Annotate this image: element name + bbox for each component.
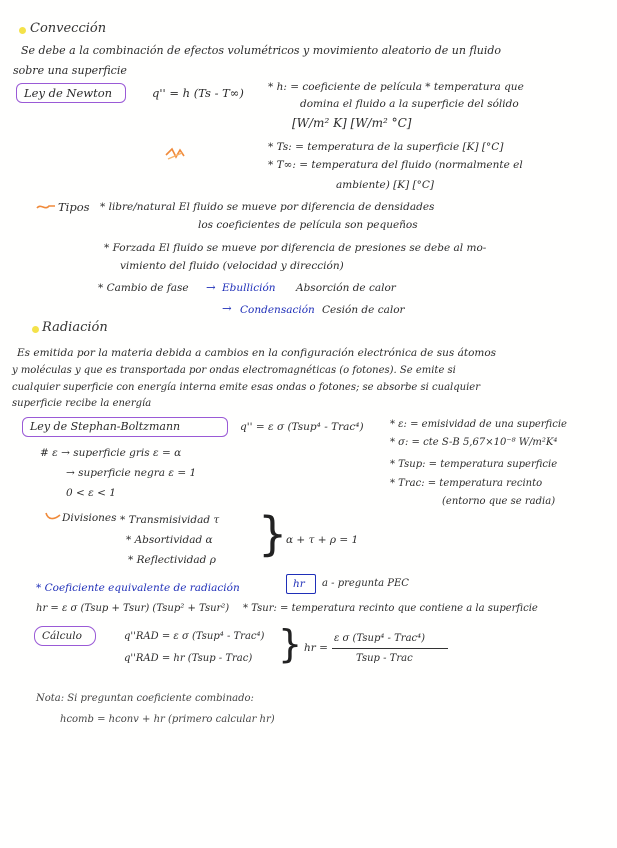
phase-condensation-description: Cesión de calor	[322, 304, 405, 316]
type-natural-line-1: * libre/natural El fluido se mueve por diferencia de densidades	[100, 201, 435, 213]
sigma-definition: * σ: = cte S-B 5,67×10⁻⁸ W/m²K⁴	[390, 437, 558, 448]
calculation-line-1: q''RAD = ε σ (Tsup⁴ - Trac⁴)	[124, 631, 265, 642]
stefan-boltzmann-formula: q'' = ε σ (Tsup⁴ - Trac⁴)	[240, 421, 364, 433]
type-forced-line-1: * Forzada El fluido se mueve por diferencia de presiones se debe al mo-	[104, 242, 487, 254]
type-natural-line-2: los coeficientes de película son pequeños	[198, 219, 418, 231]
trac-definition-line-1: * Trac: = temperatura recinto	[390, 478, 543, 489]
divisions-sum: α + τ + ρ = 1	[286, 534, 359, 546]
radiation-definition-line-1: Es emitida por la materia debida a cambios en la configuración electrónica de sus átomos	[17, 347, 497, 359]
emissivity-black-surface: → superficie negra ε = 1	[66, 467, 197, 479]
newton-law-label: Ley de Newton	[24, 86, 113, 100]
hr-exam-note: a - pregunta PEC	[322, 578, 409, 589]
newton-formula: q'' = h (Ts - T∞)	[152, 86, 244, 100]
convection-heading: Convección	[30, 21, 107, 36]
convection-definition-line-2: sobre una superficie	[13, 64, 127, 77]
combined-note-line-1: Nota: Si preguntan coeficiente combinado:	[36, 693, 254, 704]
hr-equation-left: hr =	[304, 642, 328, 654]
tsup-definition: * Tsup: = temperatura superficie	[390, 459, 558, 470]
radiation-definition-line-3: cualquier superficie con energía interna emite esas ondas o fotones; se absorbe si cualquier	[12, 382, 480, 393]
fraction-bar	[332, 648, 448, 649]
right-brace-icon: }	[278, 622, 303, 666]
radiation-coefficient-label: * Coeficiente equivalente de radiación	[36, 582, 240, 594]
absorptivity-item: * Absortividad α	[126, 534, 213, 546]
type-phase-change: * Cambio de fase	[98, 282, 189, 294]
combined-note-line-2: hcomb = hconv + hr (primero calcular hr)	[60, 714, 275, 725]
hr-equation-denominator: Tsup - Trac	[356, 653, 413, 664]
arrow-right-icon: →	[206, 280, 216, 294]
transmissivity-item: * Transmisividad τ	[120, 514, 220, 526]
emissivity-definition: * ε: = emisividad de una superficie	[390, 419, 567, 430]
convection-definition-line-1: Se debe a la combinación de efectos volumétricos y movimiento aleatorio de un fluido	[21, 44, 502, 57]
types-label: Tipos	[58, 200, 90, 214]
hr-formula: hr = ε σ (Tsup + Tsur) (Tsup² + Tsur²)	[36, 603, 230, 614]
yellow-bullet-icon	[19, 27, 26, 34]
tinf-definition-line-2: ambiente) [K] [°C]	[336, 179, 434, 191]
phase-condensation-label: Condensación	[240, 304, 315, 316]
hr-equation-numerator: ε σ (Tsup⁴ - Trac⁴)	[334, 633, 426, 644]
radiation-heading: Radiación	[42, 320, 108, 335]
stefan-boltzmann-law-label: Ley de Stephan-Boltzmann	[30, 420, 181, 433]
h-definition-line-2: domina el fluido a la superficie del sólido	[300, 98, 519, 110]
orange-scribble-icon	[164, 145, 188, 163]
trac-definition-line-2: (entorno que se radia)	[442, 496, 556, 507]
ts-definition: * Ts: = temperatura de la superficie [K] [°C]	[268, 141, 504, 153]
reflectivity-item: * Reflectividad ρ	[128, 554, 216, 566]
tsur-definition: * Tsur: = temperatura recinto que contiene a la superficie	[243, 603, 538, 614]
emissivity-gray-surface: # ε → superficie gris ε = α	[40, 447, 182, 459]
calculation-label: Cálculo	[42, 630, 82, 642]
type-forced-line-2: vimiento del fluido (velocidad y dirección)	[120, 260, 344, 272]
radiation-definition-line-4: superficie recibe la energía	[12, 398, 152, 409]
divisions-label: Divisiones	[62, 512, 117, 524]
emissivity-range: 0 < ε < 1	[66, 487, 116, 499]
yellow-bullet-icon	[32, 326, 39, 333]
h-definition-line-1: * h: = coeficiente de película * temperatura que	[268, 81, 524, 93]
calculation-line-2: q''RAD = hr (Tsup - Trac)	[124, 653, 253, 664]
arrow-right-icon: →	[222, 301, 232, 315]
tinf-definition-line-1: * T∞: = temperatura del fluido (normalmente el	[268, 159, 523, 171]
phase-boiling-description: Absorción de calor	[296, 282, 396, 294]
radiation-definition-line-2: y moléculas y que es transportada por ondas electromagnéticas (o fotones). Se emite si	[12, 365, 456, 376]
right-brace-icon: }	[258, 507, 288, 561]
orange-arrow-icon	[35, 201, 57, 213]
phase-boiling-label: Ebullición	[222, 282, 276, 294]
h-units: [W/m² K] [W/m² °C]	[292, 116, 412, 130]
orange-arrow-icon	[44, 510, 62, 522]
hr-symbol: hr	[293, 578, 305, 590]
